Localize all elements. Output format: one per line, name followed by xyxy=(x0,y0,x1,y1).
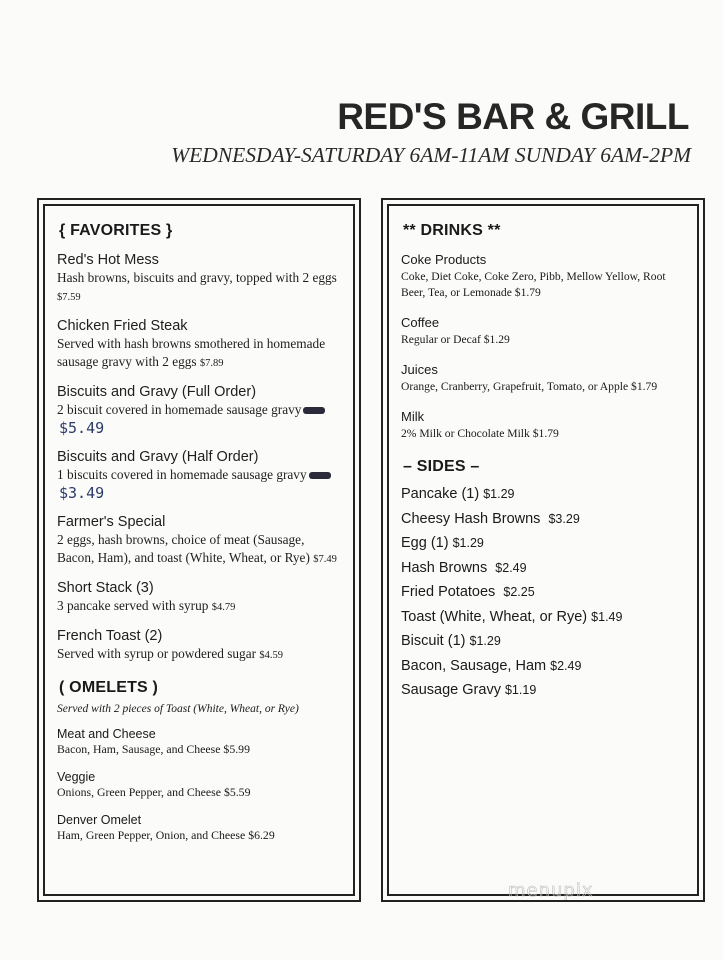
drink-item xyxy=(401,409,689,442)
side-name: Sausage Gravy xyxy=(401,682,501,698)
omelet-name: Veggie xyxy=(57,770,96,784)
sides-heading: – SIDES – xyxy=(403,458,480,475)
item-desc-text: 2 biscuit covered in homemade sausage gravy xyxy=(57,402,302,417)
item-name: Short Stack (3) xyxy=(57,580,154,596)
item-desc xyxy=(57,269,345,307)
side-price: $1.29 xyxy=(483,487,515,501)
drink-desc xyxy=(401,332,689,348)
item-desc-text: Served with syrup or powdered sugar xyxy=(57,646,257,661)
side-item xyxy=(401,535,689,551)
side-item xyxy=(401,633,689,649)
watermark-logo: menupix xyxy=(508,880,594,901)
drink-desc xyxy=(401,379,689,395)
omelet-price: $5.99 xyxy=(223,742,250,756)
side-item xyxy=(401,682,689,698)
drink-desc-text: Orange, Cranberry, Grapefruit, Tomato, or Apple xyxy=(401,380,629,393)
item-name: Red's Hot Mess xyxy=(57,252,159,268)
drinks-sides-panel xyxy=(381,198,705,902)
side-price: $3.29 xyxy=(548,511,580,526)
menu-item xyxy=(57,384,345,438)
item-name: Biscuits and Gravy (Half Order) xyxy=(57,449,259,465)
omelet-price: $5.59 xyxy=(223,785,251,799)
drink-price: $1.79 xyxy=(514,286,541,299)
handwritten-price: $5.49 xyxy=(59,419,105,437)
item-desc-text: 1 biscuits covered in homemade sausage gravy xyxy=(57,467,307,482)
side-name: Pancake (1) xyxy=(401,486,480,502)
menu-item xyxy=(57,252,345,307)
favorites-heading: { FAVORITES } xyxy=(59,222,173,239)
menu-item xyxy=(57,514,345,569)
item-desc xyxy=(57,401,345,438)
side-price: $1.29 xyxy=(469,634,501,648)
menu-item xyxy=(57,628,345,665)
side-price: $1.49 xyxy=(591,609,623,624)
drink-item xyxy=(401,252,689,301)
side-price: $2.25 xyxy=(503,585,535,599)
omelet-price: $6.29 xyxy=(248,828,275,842)
side-name: Egg (1) xyxy=(401,535,449,551)
side-price: $2.49 xyxy=(550,658,582,673)
drink-name: Coffee xyxy=(401,315,440,330)
side-name: Hash Browns xyxy=(401,559,488,576)
drink-name: Milk xyxy=(401,409,425,424)
omelet-item xyxy=(57,813,345,843)
side-name: Biscuit (1) xyxy=(401,633,466,649)
side-item xyxy=(401,560,689,576)
side-price: $2.49 xyxy=(495,560,527,575)
side-item xyxy=(401,609,689,625)
side-price: $1.29 xyxy=(452,536,484,550)
favorites-panel xyxy=(37,198,361,902)
item-desc xyxy=(57,531,345,569)
item-name: Farmer's Special xyxy=(57,514,166,530)
drink-name: Coke Products xyxy=(401,252,487,267)
omelet-item xyxy=(57,727,345,757)
drink-desc xyxy=(401,269,689,301)
favorites-content xyxy=(57,222,345,856)
item-price: $7.59 xyxy=(57,292,81,303)
side-name: Toast (White, Wheat, or Rye) xyxy=(401,608,588,625)
item-price: $7.89 xyxy=(199,358,224,369)
drink-desc xyxy=(401,426,689,442)
item-desc-text: Hash browns, biscuits and gravy, topped with 2 eggs xyxy=(57,270,337,285)
item-desc-text: 2 eggs, hash browns, choice of meat (Sausage, Bacon, Ham), and toast (White, Wheat, or Rye) xyxy=(57,532,310,565)
item-desc-text: 3 pancake served with syrup xyxy=(57,598,209,613)
omelets-heading: ( OMELETS ) xyxy=(59,679,159,696)
item-desc-text: Served with hash browns smothered in homemade sausage gravy with 2 eggs xyxy=(57,336,326,369)
omelet-name: Denver Omelet xyxy=(57,813,142,827)
side-item xyxy=(401,511,689,527)
drink-price: $1.79 xyxy=(631,380,658,393)
item-desc xyxy=(57,466,345,503)
drink-desc-text: Coke, Diet Coke, Coke Zero, Pibb, Mellow Yellow, Root Beer, Tea, or Lemonade xyxy=(401,270,666,299)
handwritten-price: $3.49 xyxy=(59,484,105,502)
drink-price: $1.79 xyxy=(532,427,559,440)
omelets-note: Served with 2 pieces of Toast (White, Wheat, or Rye) xyxy=(57,703,299,715)
menu-item xyxy=(57,449,345,503)
side-price: $1.19 xyxy=(504,683,537,697)
omelet-desc-text: Ham, Green Pepper, Onion, and Cheese xyxy=(57,828,246,842)
drink-item xyxy=(401,362,689,395)
side-name: Fried Potatoes xyxy=(401,584,496,600)
drinks-content xyxy=(401,222,689,707)
item-name: French Toast (2) xyxy=(57,628,163,644)
item-price: $7.49 xyxy=(313,554,337,565)
omelet-desc-text: Bacon, Ham, Sausage, and Cheese xyxy=(57,742,221,756)
item-price: $4.79 xyxy=(211,602,236,613)
side-name: Bacon, Sausage, Ham xyxy=(401,657,547,674)
item-desc xyxy=(57,335,345,373)
drink-price: $1.29 xyxy=(483,333,510,346)
omelet-desc-text: Onions, Green Pepper, and Cheese xyxy=(57,785,221,799)
side-name: Cheesy Hash Browns xyxy=(401,510,541,527)
drink-desc-text: Regular or Decaf xyxy=(401,333,481,346)
item-price: $4.59 xyxy=(259,650,283,661)
drinks-heading: ** DRINKS ** xyxy=(403,222,501,239)
menu-item xyxy=(57,318,345,373)
side-item xyxy=(401,486,689,502)
crossed-out-price xyxy=(309,472,331,479)
side-item xyxy=(401,584,689,600)
restaurant-title: RED'S BAR & GRILL xyxy=(337,96,689,137)
menu-item xyxy=(57,580,345,617)
hours-line: WEDNESDAY-SATURDAY 6AM-11AM SUNDAY 6AM-2PM xyxy=(171,143,691,167)
item-name: Chicken Fried Steak xyxy=(57,318,188,334)
drink-item xyxy=(401,315,689,348)
item-desc xyxy=(57,645,345,665)
omelet-desc xyxy=(57,785,345,800)
crossed-out-price xyxy=(303,407,325,414)
omelet-desc xyxy=(57,742,345,757)
item-name: Biscuits and Gravy (Full Order) xyxy=(57,384,257,400)
omelet-name: Meat and Cheese xyxy=(57,727,156,741)
side-item xyxy=(401,658,689,674)
item-desc xyxy=(57,597,345,617)
omelet-item xyxy=(57,770,345,800)
drink-name: Juices xyxy=(401,362,438,377)
omelet-desc xyxy=(57,828,345,843)
drink-desc-text: 2% Milk or Chocolate Milk xyxy=(401,427,530,440)
